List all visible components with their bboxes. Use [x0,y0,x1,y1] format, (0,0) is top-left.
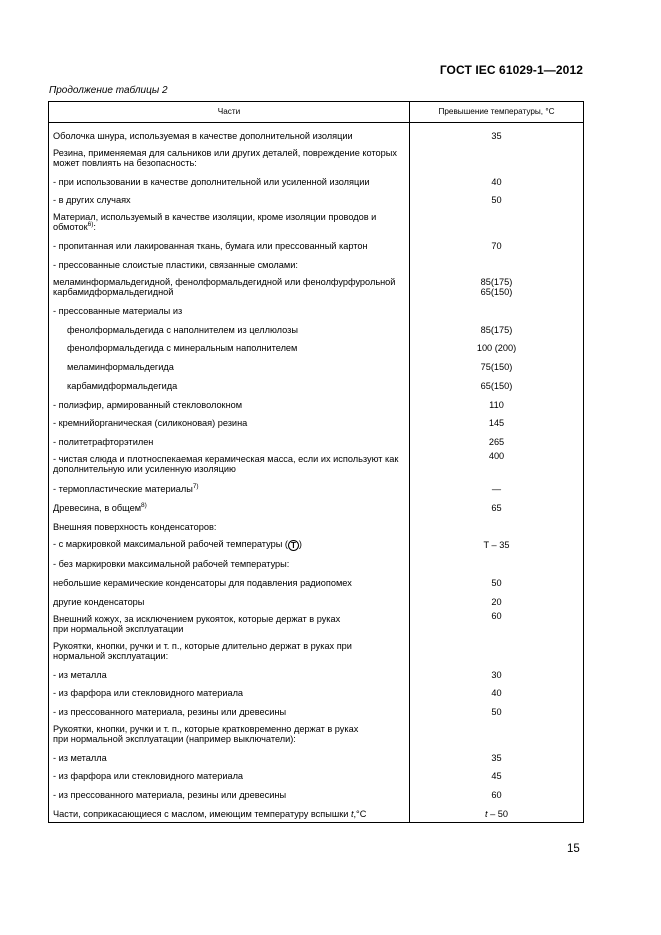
table-row [49,635,584,662]
part-description [49,745,410,764]
temperature-rise-value [410,801,584,823]
part-description [49,392,410,411]
table-header-row [49,102,584,123]
part-description [49,681,410,699]
part-description [49,635,410,662]
temperature-rise-text: 60 [491,790,502,800]
part-description [49,298,410,317]
part-description [49,764,410,782]
part-description-text: - кремнийорганическая (силиконовая) резина [53,418,248,428]
part-description [49,411,410,429]
temperature-rise-value [410,589,584,608]
temperature-rise-text: — [491,484,502,494]
part-description-tail: ) [298,538,302,549]
table-row [49,354,584,373]
part-description-tail: ,°С [353,808,367,819]
part-description-text: небольшие керамические конденсаторы для подавления радиопомех [53,578,352,588]
table-row [49,764,584,782]
part-description [49,662,410,681]
temperature-rise-value [410,373,584,392]
table-row [49,188,584,206]
footnote-ref: 6) [87,221,94,228]
footnote-ref: 7) [192,483,199,490]
table-row [49,495,584,514]
table-row [49,570,584,589]
table-row [49,718,584,745]
temperature-rise-text: 265 [488,437,505,447]
temperature-rise-value [410,635,584,662]
part-description [49,206,410,233]
part-description-text: - в других случаях [53,195,131,205]
temperature-rise-value [410,764,584,782]
temperature-rise-value [410,551,584,570]
part-description [49,169,410,188]
part-description-text: Резина, применяемая для сальников или других деталей, повреждение которых может повлиять на безопасность: [53,147,397,168]
part-description-tail: : [93,222,96,232]
table-row [49,298,584,317]
table-row [49,271,584,298]
temperature-variable: t [350,808,354,819]
part-description [49,188,410,206]
footnote-ref: 8) [141,502,147,509]
temperature-rise-value [410,252,584,271]
part-description-text: Древесина, в общем [53,503,142,513]
temperature-rise-value [410,317,584,336]
table-row [49,429,584,448]
temperature-rise-value [410,533,584,551]
temperature-rise-text: 85(175) [480,325,513,335]
table-row [49,699,584,718]
table-row [49,411,584,429]
part-description [49,233,410,252]
temperature-rise-value [410,123,584,142]
table-row [49,373,584,392]
temperature-rise-value [410,142,584,169]
table-row [49,533,584,551]
part-description-text: - при использовании в качестве дополнительной или усиленной изоляции [53,177,370,187]
part-description [49,718,410,745]
table-row [49,142,584,169]
temperature-rise-value [410,411,584,429]
temperature-rise-value [410,429,584,448]
table-row [49,681,584,699]
temperature-rise-value [410,354,584,373]
table-row [49,475,584,495]
temperature-rise-value [410,782,584,801]
temperature-rise-value [410,745,584,764]
table-row [49,252,584,271]
temperature-rise-value [410,475,584,495]
temperature-rise-value [410,271,584,298]
part-description [49,608,410,635]
part-description [49,317,410,336]
temperature-rise-text: 30 [491,670,502,680]
table-row [49,551,584,570]
part-description [49,373,410,392]
temperature-rise-text: 50 [491,707,502,717]
table-row [49,589,584,608]
part-description [49,782,410,801]
part-description-text: - из прессованного материала, резины или древесины [53,707,287,717]
part-description [49,589,410,608]
temperature-rise-value [410,233,584,252]
part-description [49,448,410,475]
temperature-rise-text: 65(150) [480,381,513,391]
part-description-text: - без маркировки максимальной рабочей температуры: [53,559,290,569]
table-row [49,448,584,475]
part-description-text: - пропитанная или лакированная ткань, бумага или прессованный картон [53,241,368,251]
part-description [49,142,410,169]
part-description-text: - из фарфора или стекловидного материала [53,688,244,698]
part-description-text: Оболочка шнура, используемая в качестве дополнительной изоляции [53,131,353,141]
part-description [49,336,410,354]
temperature-rise-value [410,392,584,411]
temperature-rise-text: 65 [491,503,502,513]
temperature-rise-value [410,169,584,188]
column-header-parts: Части [49,102,410,123]
max-temperature-marking-icon: T [288,540,299,551]
part-description-text: - полиэфир, армированный стекловолокном [53,400,243,410]
part-description [49,123,410,142]
part-description-text: фенолформальдегида с наполнителем из целлюлозы [67,325,298,335]
table-row [49,169,584,188]
part-description [49,699,410,718]
temperature-rise-value [410,699,584,718]
table-row [49,782,584,801]
part-description-text: - из металла [53,753,107,763]
table-row [49,392,584,411]
table-caption: Продолжение таблицы 2 [49,85,168,96]
part-description [49,495,410,514]
table-row [49,662,584,681]
part-description-text: карбамидформальдегида [67,381,178,391]
temperature-rise-text: 35 [491,753,502,763]
temperature-rise-value [410,570,584,589]
temperature-rise-value [410,681,584,699]
part-description [49,514,410,533]
temperature-rise-text: 50 [491,578,502,588]
part-description-text: Рукоятки, кнопки, ручки и т. п., которые длительно держат в руках при нормальной эксплуатации: [53,640,352,661]
part-description-text: Части, соприкасающиеся с маслом, имеющим температуру вспышки [53,808,351,819]
temperature-rise-value [410,298,584,317]
part-description-text: - политетрафторэтилен [53,437,154,447]
temperature-rise-value [410,336,584,354]
temperature-rise-text: 145 [488,418,505,428]
part-description-text: Рукоятки, кнопки, ручки и т. п., которые кратковременно держат в руках [53,723,359,734]
part-description-text: при нормальной эксплуатации [53,624,184,634]
temperature-rise-text: 45 [491,771,502,781]
part-description-text: - из прессованного материала, резины или древесины [53,790,287,800]
table-row [49,206,584,233]
temperature-rise-value [410,495,584,514]
temperature-variable: t [485,808,488,819]
temperature-rise-text: 20 [491,597,502,607]
part-description-text: фенолформальдегида с минеральным наполнителем [67,343,298,353]
temperature-rise-text: 60 [491,610,502,621]
page-number: 15 [567,843,580,855]
temperature-rise-value [410,206,584,233]
part-description [49,570,410,589]
part-description [49,475,410,495]
part-description [49,429,410,448]
part-description-text: другие конденсаторы [53,597,145,607]
temperature-rise-text: 400 [488,450,505,461]
temperature-rise-text: – 50 [487,808,508,819]
temperature-rise-value [410,188,584,206]
table-row [49,123,584,142]
part-description [49,252,410,271]
temperature-rise-table [48,101,584,823]
part-description-text: меламинформальдегида [67,362,174,372]
temperature-rise-text: 75(150) [480,362,513,372]
temperature-rise-text: 70 [491,241,502,251]
part-description-text: - чистая слюда и плотноспекаемая керамическая масса, если их используют как дополнительную или усиленную изоляцию [53,453,399,474]
part-description-text: - прессованные слоистые пластики, связанные смолами: [53,260,298,270]
part-description-text: Внешняя поверхность конденсаторов: [53,522,217,532]
part-description [49,354,410,373]
table-row [49,336,584,354]
column-header-temperature-rise: Превышение температуры, °С [410,102,584,123]
temperature-rise-text: 65(150) [480,287,513,297]
table-row [49,745,584,764]
part-description-text: - прессованные материалы из [53,306,183,316]
part-description-text: Внешний кожух, за исключением рукояток, которые держат в руках [53,613,341,624]
table-row [49,317,584,336]
temperature-rise-text: 40 [491,688,502,698]
temperature-rise-text: 100 (200) [476,343,517,353]
part-description-text: - из металла [53,670,107,680]
part-description [49,271,410,298]
temperature-rise-value [410,514,584,533]
table-row [49,514,584,533]
temperature-rise-text: T – 35 [483,540,510,550]
table-body [49,123,584,823]
table-row [49,801,584,823]
part-description-text: - из фарфора или стекловидного материала [53,771,244,781]
temperature-rise-text: 35 [491,131,502,141]
table-row [49,608,584,635]
temperature-rise-text: 50 [491,195,502,205]
part-description-text: меламинформальдегидной, фенолформальдегидной или фенолфурфурольной карбамидформальдегидной [53,276,396,297]
part-description [49,533,410,551]
document-code: ГОСТ IEC 61029-1—2012 [439,63,583,77]
part-description [49,551,410,570]
temperature-rise-text: 85(175) [480,276,513,287]
part-description-text: - термопластические материалы [53,484,193,494]
table-row [49,233,584,252]
temperature-rise-text: 110 [489,400,504,410]
temperature-rise-value [410,608,584,635]
part-description [49,801,410,823]
temperature-rise-text: 40 [491,177,502,187]
temperature-rise-value [410,718,584,745]
part-description-text: - с маркировкой максимальной рабочей температуры ( [53,538,288,549]
temperature-rise-value [410,448,584,475]
part-description-text: Материал, используемый в качестве изоляции, кроме изоляции проводов и обмоток [53,211,377,232]
part-description-text: при нормальной эксплуатации (например выключатели): [53,734,296,744]
temperature-rise-value [410,662,584,681]
